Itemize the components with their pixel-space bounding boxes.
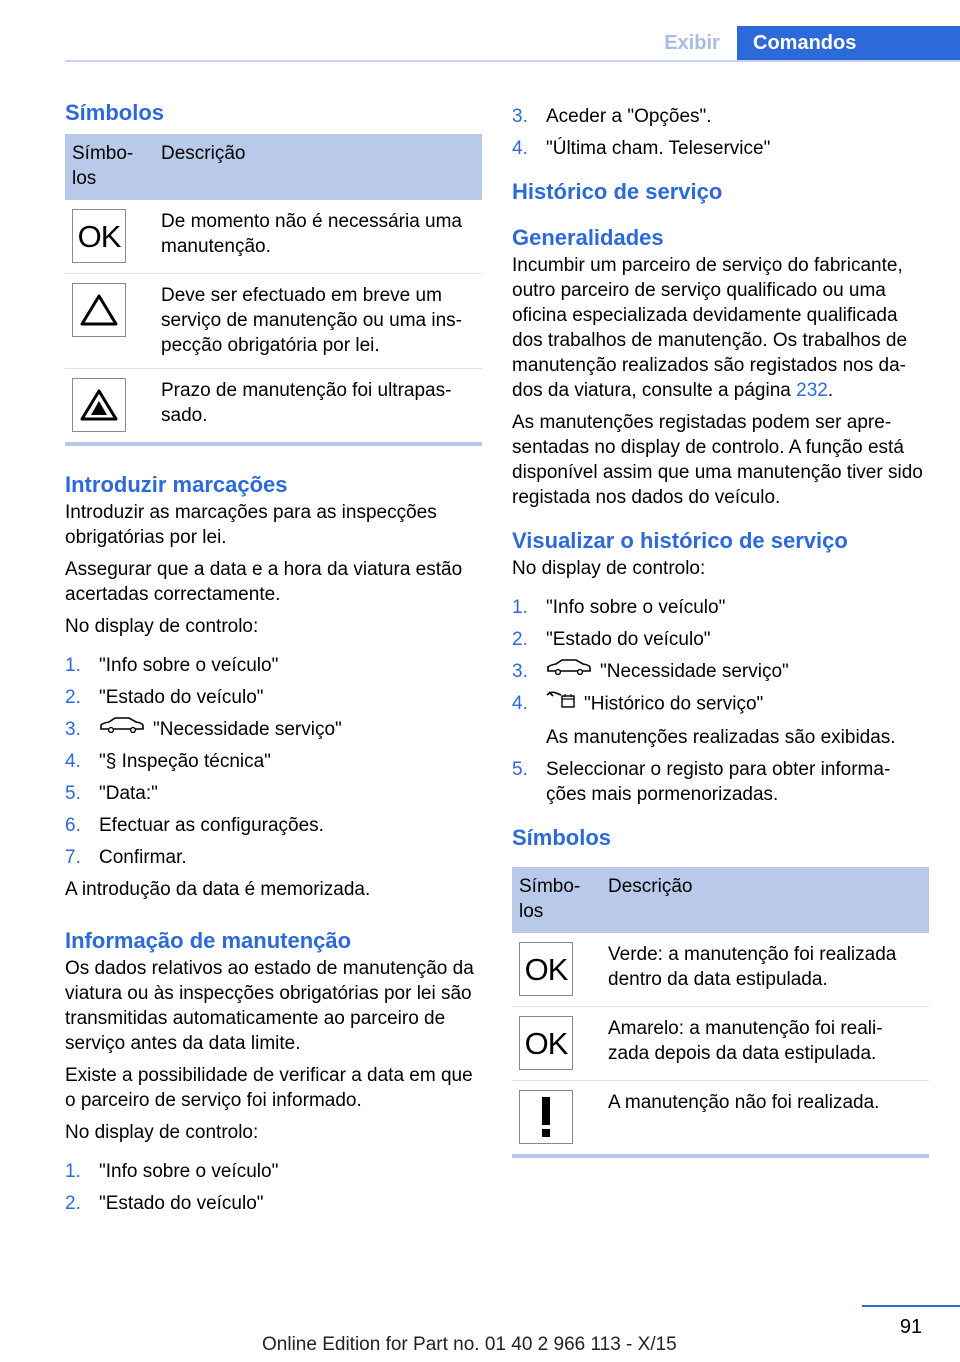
- list-item: 5. "Data:": [65, 783, 158, 805]
- info-paragraph: No display de controlo:: [65, 1122, 259, 1144]
- symbols-heading: Símbolos: [65, 100, 165, 125]
- history-heading: Histórico de serviço: [512, 179, 723, 204]
- markings-heading: Introduzir marcações: [65, 472, 288, 497]
- row-description: De momento não é necessária uma manutenção.: [161, 211, 462, 257]
- overdue-warning-icon: [72, 378, 126, 432]
- right-column: [512, 104, 929, 1158]
- general-heading: Generalidades: [512, 225, 664, 250]
- table-row: [65, 274, 482, 369]
- list-item: 2. "Estado do veículo": [65, 1193, 264, 1215]
- page-reference-link[interactable]: 232: [796, 380, 828, 401]
- markings-result: A introdução da data é memorizada.: [65, 879, 371, 901]
- left-column: [65, 98, 482, 1223]
- table-row: [512, 1007, 929, 1081]
- row-description: Amarelo: a manutenção foi reali-zada depois da data estipulada.: [601, 1007, 929, 1081]
- info-paragraph: Os dados relativos ao estado de manutenção da viatura ou às inspecções obrigatórias por lei são transmitidas automaticamente ao parceiro de serviço antes da data limite.: [65, 958, 474, 1055]
- col-description-header: Descrição: [601, 867, 929, 933]
- table-header-row: [512, 867, 929, 933]
- list-item: 3. Aceder a "Opções".: [512, 106, 712, 127]
- info-steps: [65, 1159, 482, 1216]
- symbols-table: [65, 134, 482, 446]
- list-item: 7. Confirmar.: [65, 847, 187, 869]
- warning-triangle-icon: [72, 283, 126, 337]
- general-paragraph: Incumbir um parceiro de serviço do fabricante, outro parceiro de serviço qualificado ou uma oficina especializada devidamente qualificada dos trabalhos de manutenção. Os trabalhos de manutenção realizados são registados nos da-dos da viatura, consulte a página 232.: [512, 255, 908, 401]
- exclamation-icon: [519, 1090, 573, 1144]
- markings-paragraph: No display de controlo:: [65, 616, 259, 637]
- page-number: 91: [899, 1316, 923, 1338]
- view-history-heading: Visualizar o histórico de serviço: [512, 528, 848, 553]
- footer-divider: [862, 1305, 960, 1307]
- list-item: 3. "Necessidade serviço": [65, 717, 482, 742]
- list-item: 3. "Necessidade serviço": [512, 659, 929, 684]
- view-paragraph: No display de controlo:: [512, 558, 706, 579]
- markings-steps: [65, 653, 482, 870]
- service-history-icon: [546, 689, 576, 716]
- markings-paragraph: Introduzir as marcações para as inspecções obrigatórias por lei.: [65, 502, 437, 548]
- table-row: [65, 200, 482, 274]
- ok-icon: OK: [519, 1016, 573, 1070]
- list-item: 1. "Info sobre o veículo": [65, 1161, 279, 1183]
- list-item: 1. "Info sobre o veículo": [512, 597, 726, 618]
- view-steps: [512, 595, 929, 807]
- ok-icon: OK: [72, 209, 126, 263]
- table-row: [65, 369, 482, 445]
- general-paragraph: As manutenções registadas podem ser apre-sentadas no display de controlo. A função está disponível assim que uma manutenção tiver sido registada nos dados do veículo.: [512, 412, 923, 508]
- list-item: 2. "Estado do veículo": [65, 687, 264, 708]
- table-header-row: [65, 134, 482, 200]
- row-description: A manutenção não foi realizada.: [601, 1081, 929, 1157]
- list-item: 5. Seleccionar o registo para obter informa-ções mais pormenorizadas.: [512, 759, 891, 806]
- tab-exibir[interactable]: Exibir: [664, 32, 720, 54]
- car-service-icon: [99, 715, 145, 740]
- list-item: 2. "Estado do veículo": [512, 629, 711, 650]
- info-steps-continued: [512, 104, 929, 161]
- list-item: 1. "Info sobre o veículo": [65, 655, 279, 676]
- table-row: [512, 1081, 929, 1157]
- list-item: 6. Efectuar as configurações.: [65, 815, 324, 837]
- list-item: 4. "Histórico do serviço" As manutenções realizadas são exibidas.: [512, 691, 929, 750]
- row-description: Prazo de manutenção foi ultrapas-sado.: [154, 369, 482, 445]
- car-service-icon: [546, 657, 592, 682]
- symbols-heading: Símbolos: [512, 825, 612, 851]
- info-paragraph: Existe a possibilidade de verificar a data em que o parceiro de serviço foi informado.: [65, 1065, 473, 1112]
- header-divider: [65, 60, 960, 62]
- ok-icon: OK: [519, 942, 573, 996]
- symbols-table: [512, 867, 929, 1158]
- col-symbol-header: Símbo- los: [512, 867, 601, 933]
- list-item: 4. "Última cham. Teleservice": [512, 138, 771, 159]
- list-item: 4. "§ Inspeção técnica": [65, 751, 271, 773]
- col-description-header: Descrição: [154, 134, 482, 200]
- row-description: Verde: a manutenção foi realizada dentro da data estipulada.: [608, 944, 897, 991]
- row-description: Deve ser efectuado em breve um serviço de manutenção ou uma ins-pecção obrigatória por lei.: [154, 274, 482, 369]
- info-heading: Informação de manutenção: [65, 928, 352, 954]
- step-result: As manutenções realizadas são exibidas.: [546, 727, 896, 749]
- markings-paragraph: Assegurar que a data e a hora da viatura estão acertadas correctamente.: [65, 559, 463, 605]
- tab-comandos[interactable]: Comandos: [737, 26, 960, 62]
- table-row: [512, 933, 929, 1007]
- col-symbol-header: Símbo- los: [65, 134, 154, 200]
- edition-text: Online Edition for Part no. 01 40 2 966 113 - X/15: [262, 1334, 677, 1355]
